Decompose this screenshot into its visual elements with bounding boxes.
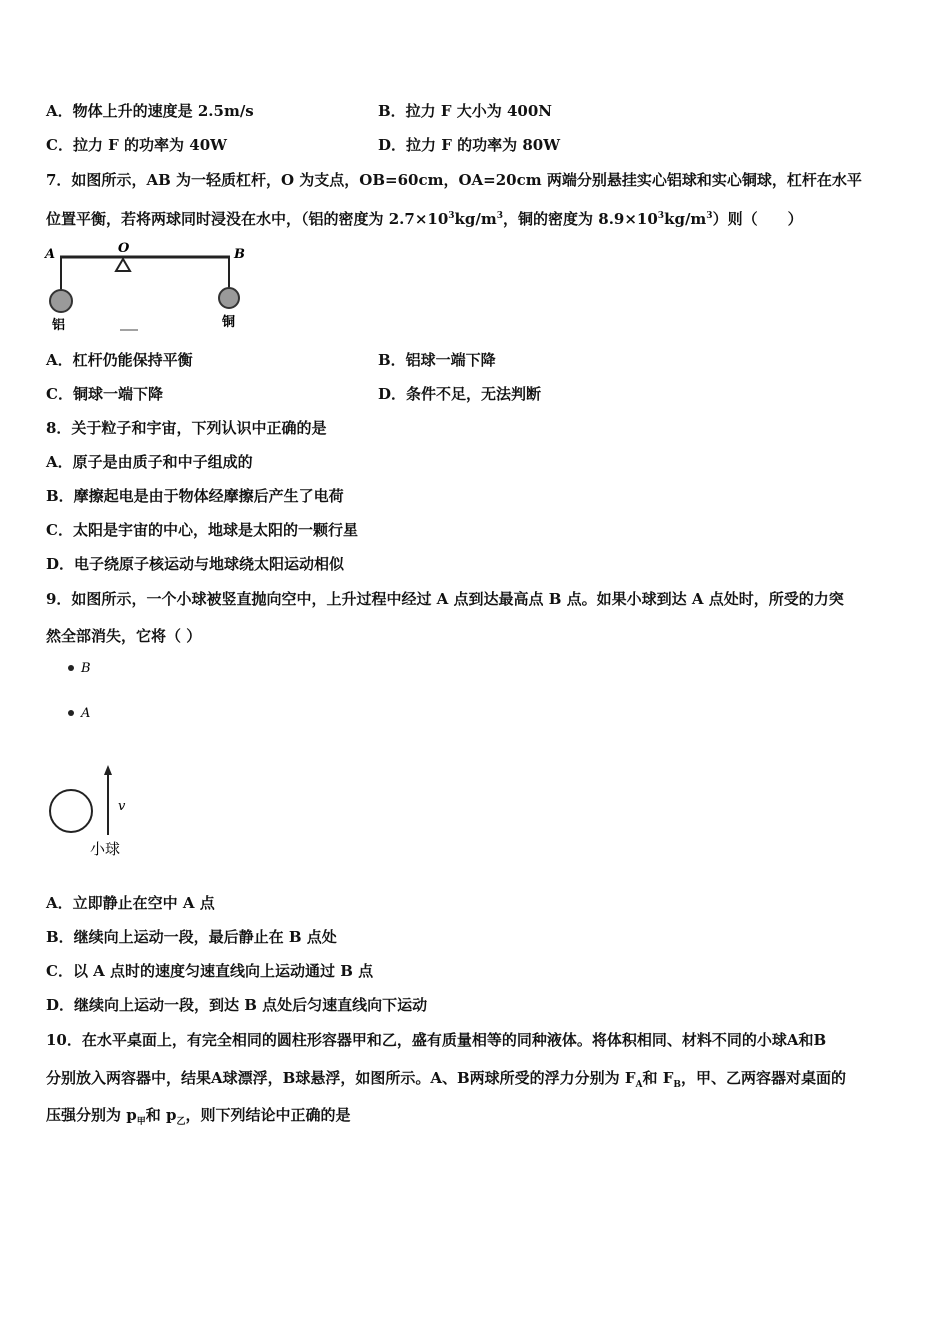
lever-diagram [40,238,260,336]
q10-stem-part: 和 F [642,1069,674,1087]
q9-option-b: B．继续向上运动一段，最后静止在 B 点处 [46,928,337,946]
q10-stem-part: 分别放入两容器中，结果A球漂浮，B球悬浮，如图所示。A、B两球所受的浮力分别为 F [46,1069,636,1087]
aluminum-ball [50,290,72,312]
point-a-dot [68,710,74,716]
ball-figure [44,655,154,865]
point-b-dot [68,665,74,671]
q7-sup: 3 [657,211,665,221]
q7-sup: 3 [706,211,713,221]
q10-sub: B [673,1080,681,1090]
q7-stem-part: ，铜的密度为 8.9×10 [503,210,658,228]
q9-option-c: C．以 A 点时的速度匀速直线向上运动通过 B 点 [46,962,374,980]
ball-diagram [44,655,154,865]
q8-option-d: D．电子绕原子核运动与地球绕太阳运动相似 [46,555,345,573]
q8-stem: 8．关于粒子和宇宙，下列认识中正确的是 [46,419,327,437]
q7-stem-part: 位置平衡，若将两球同时浸没在水中，（铝的密度为 2.7×10 [46,210,449,228]
q8-option-a: A．原子是由质子和中子组成的 [46,453,253,471]
q10-sub: 乙 [176,1117,186,1127]
velocity-arrowhead [104,765,112,775]
q6-option-b: B．拉力 F 大小为 400N [378,102,553,120]
lever-label-b: B [234,247,245,262]
q9-stem-line1: 9．如图所示，一个小球被竖直抛向空中，上升过程中经过 A 点到达最高点 B 点。如果小球到达 A 点处时，所受的力突 [46,590,844,608]
point-a-label: A [81,706,91,721]
lever-label-a: A [45,247,56,262]
q6-option-c: C．拉力 F 的功率为 40W [46,136,227,154]
q7-option-b: B．铝球一端下降 [378,351,496,369]
fulcrum [116,259,130,271]
q7-option-d: D．条件不足，无法判断 [378,385,542,403]
q10-sub: 甲 [136,1117,146,1127]
q10-stem-part: ，甲、乙两容器对桌面的 [680,1069,846,1087]
copper-ball [219,288,239,308]
ball-label: 小球 [90,840,121,858]
q6-option-a: A．物体上升的速度是 2.5m/s [46,102,254,120]
q10-stem-part: 压强分别为 p [46,1106,137,1124]
q7-option-c: C．铜球一端下降 [46,385,163,403]
q10-stem-part: ，则下列结论中正确的是 [185,1106,351,1124]
q8-option-b: B．摩擦起电是由于物体经摩擦后产生了电荷 [46,487,344,505]
q10-stem-part: 和 p [145,1106,177,1124]
q9-option-a: A．立即静止在空中 A 点 [46,894,215,912]
q7-option-a: A．杠杆仍能保持平衡 [46,351,193,369]
q7-sup: 3 [448,211,455,221]
q9-stem-line2: 然全部消失，它将（ ） [46,627,202,645]
q10-stem-line2 [46,1068,846,1095]
q7-stem-part: kg/m [454,210,497,228]
label-aluminum: 铝 [52,318,66,333]
q7-sup: 3 [496,211,504,221]
q7-stem-part: kg/m [664,210,707,228]
q9-option-d: D．继续向上运动一段，到达 B 点处后匀速直线向下运动 [46,996,428,1014]
q8-option-c: C．太阳是宇宙的中心，地球是太阳的一颗行星 [46,521,358,539]
lever-figure [40,238,260,336]
q7-stem-line2 [46,206,803,229]
lever-label-o: O [118,241,130,256]
q10-stem-line1: 10．在水平桌面上，有完全相同的圆柱形容器甲和乙，盛有质量相等的同种液体。将体积相同、材料不同的小球A和B [46,1031,827,1049]
point-b-label: B [81,661,91,676]
ball [50,790,92,832]
q10-stem-line3 [46,1105,350,1132]
q6-option-d: D．拉力 F 的功率为 80W [378,136,561,154]
label-copper: 铜 [222,315,236,330]
q7-stem-line1: 7．如图所示，AB 为一轻质杠杆，O 为支点，OB=60cm，OA=20cm 两端分别悬挂实心铝球和实心铜球，杠杆在水平 [46,171,862,189]
q10-sub: A [635,1080,643,1090]
velocity-label: v [118,799,126,814]
q7-stem-part: ）则（ ） [712,210,803,228]
